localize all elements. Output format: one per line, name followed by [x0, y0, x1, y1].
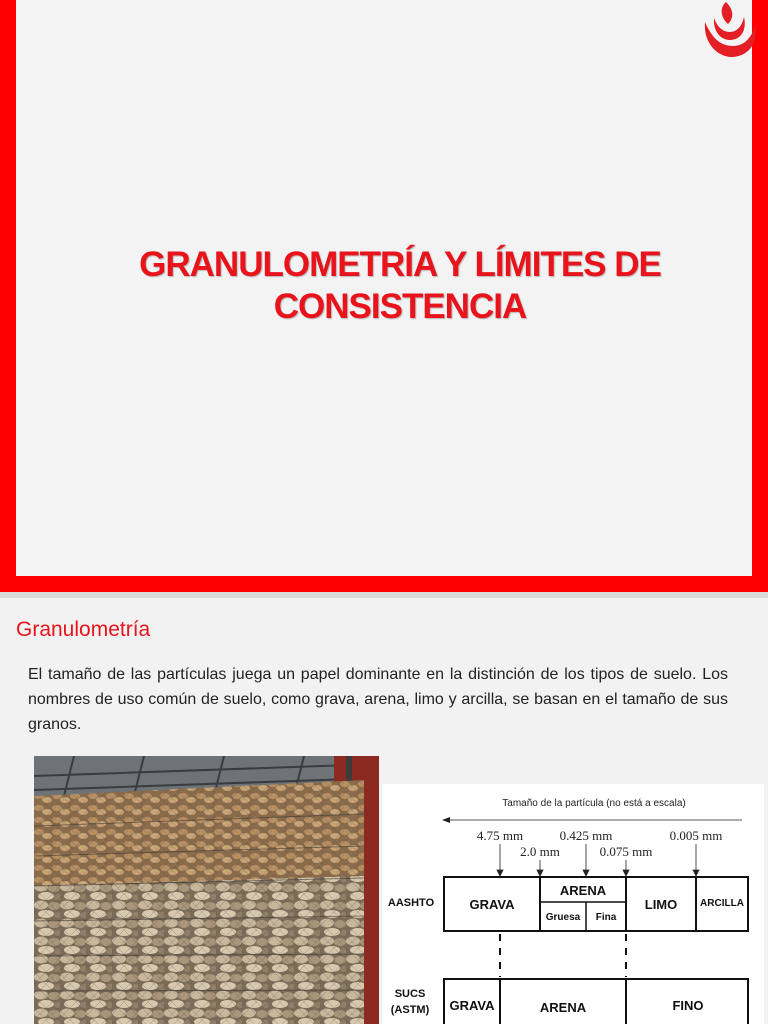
sucs-label-line1: SUCS	[394, 988, 426, 1000]
aashto-grava: GRAVA	[469, 897, 515, 912]
content-slide	[0, 598, 768, 1024]
aashto-fina: Fina	[595, 912, 617, 923]
size-label-2-0: 2.0 mm	[520, 844, 560, 859]
aashto-label: AASHTO	[387, 897, 435, 909]
dashed-connectors	[500, 934, 626, 977]
sucs-fino: FINO	[672, 998, 704, 1013]
size-label-0-005: 0.005 mm	[669, 828, 723, 843]
aashto-gruesa: Gruesa	[545, 912, 581, 923]
aashto-arcilla: ARCILLA	[700, 898, 744, 909]
title-line-2: CONSISTENCIA	[273, 287, 527, 326]
size-label-0-425: 0.425 mm	[559, 828, 613, 843]
sucs-arena: ARENA	[539, 1000, 587, 1015]
size-label-4-75: 4.75 mm	[476, 828, 524, 843]
sucs-grava: GRAVA	[449, 998, 495, 1013]
gabion-stone-wall-photo	[34, 756, 379, 1024]
particle-size-diagram	[382, 784, 764, 1024]
body-paragraph: El tamaño de las partículas juega un papel dominante en la distinción de los tipos de suelo. Los nombres de uso común de suelo, como grava, arena, limo y arcilla, se basan en el tamaño de sus granos.	[28, 666, 728, 733]
slide-title	[56, 244, 744, 328]
aashto-arena: ARENA	[559, 883, 607, 898]
diagram-caption: Tamaño de la partícula (no está a escala)	[502, 798, 686, 809]
size-label-0-075: 0.075 mm	[599, 844, 653, 859]
axis-arrow-icon	[442, 817, 450, 823]
upc-flame-logo-icon	[697, 0, 761, 62]
aashto-limo: LIMO	[644, 897, 678, 912]
sucs-label-line2: (ASTM)	[390, 1004, 430, 1016]
section-heading: Granulometría	[16, 618, 151, 641]
title-line-1: GRANULOMETRÍA Y LÍMITES DE	[139, 245, 661, 284]
